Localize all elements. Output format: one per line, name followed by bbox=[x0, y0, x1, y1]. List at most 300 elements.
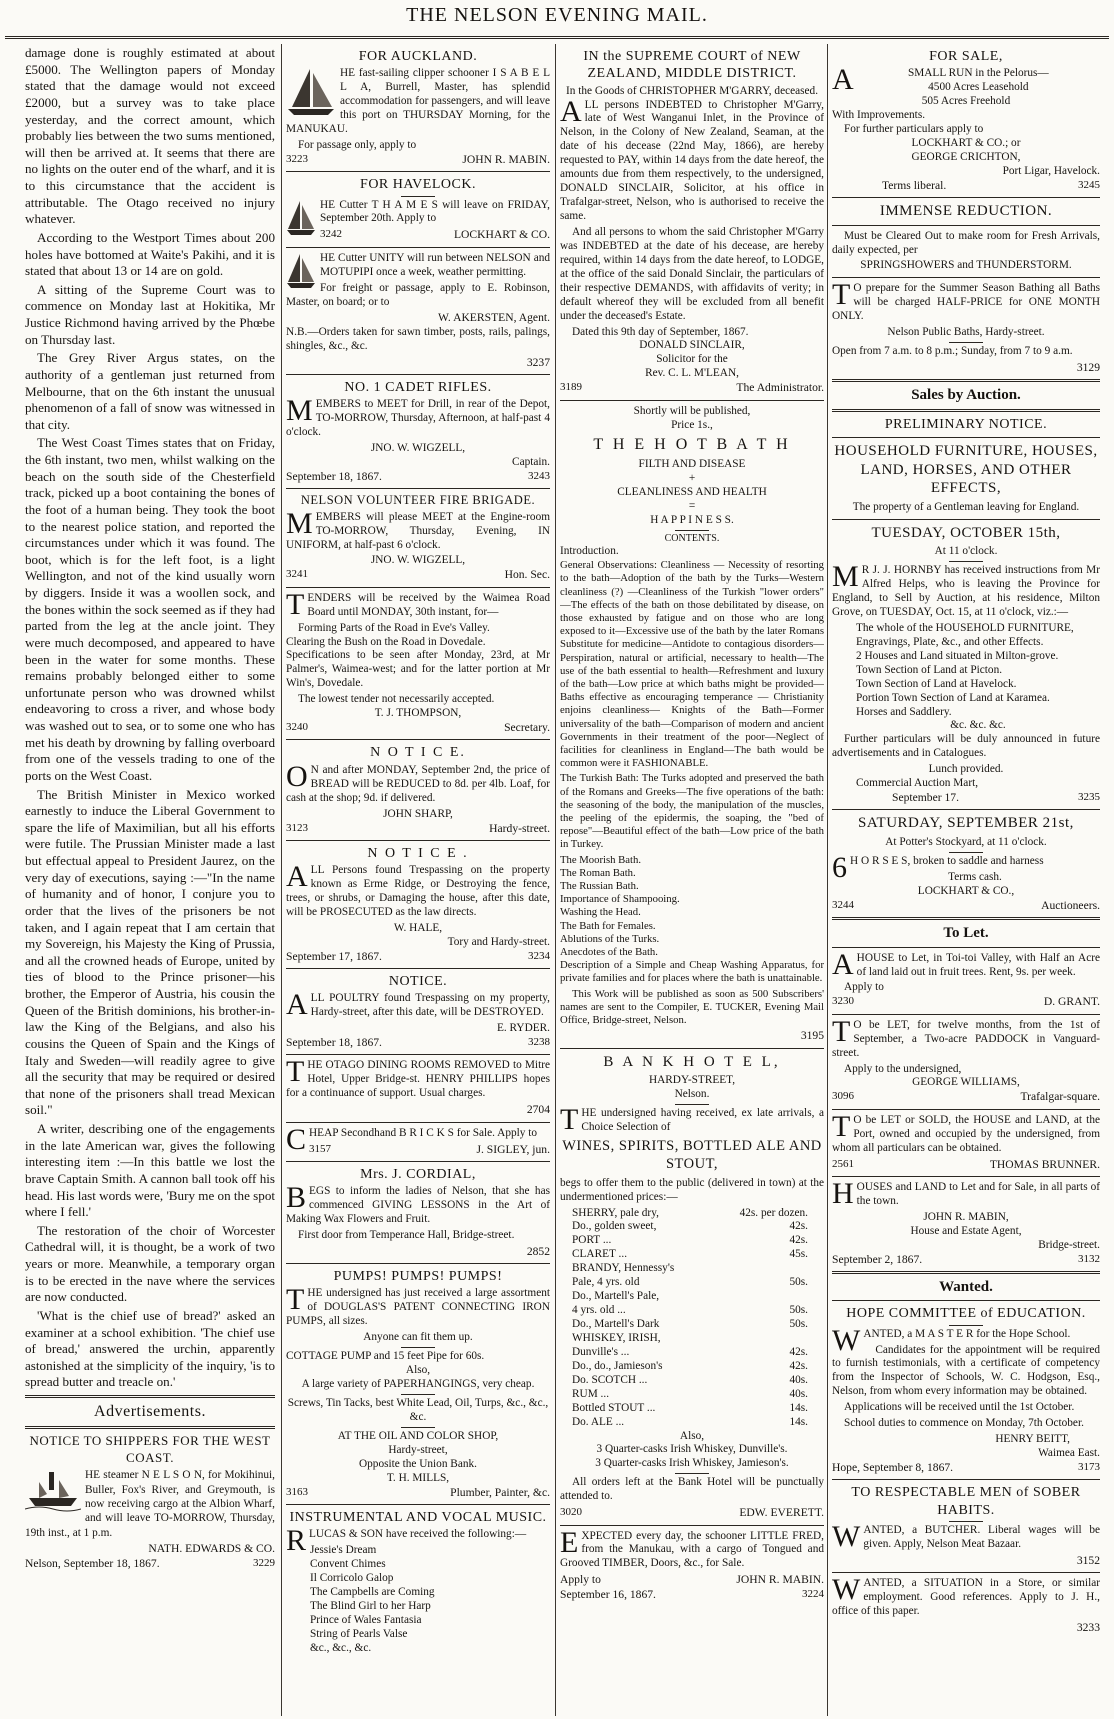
ad-title: N O T I C E. bbox=[370, 745, 466, 761]
ad-body: HE OTAGO DINING ROOMS REMOVED to Mitre Hotel, Upper Bridge-st. HENRY PHILLIPS hopes for a continuance of support. Usual charges. bbox=[286, 1059, 550, 1100]
price-value: 42s. bbox=[789, 1345, 808, 1358]
divider bbox=[286, 1161, 550, 1162]
divider bbox=[949, 852, 983, 853]
price-item: Do. SCOTCH ... bbox=[572, 1373, 648, 1386]
list-item: Town Section of Land at Picton. bbox=[856, 663, 1003, 676]
list-item: String of Pearls Valse bbox=[310, 1627, 408, 1640]
ad-signature: EDW. EVERETT. bbox=[739, 1506, 824, 1520]
price-item: WHISKEY, IRISH, bbox=[572, 1331, 661, 1344]
ad-signature: LOCKHART & CO., bbox=[917, 884, 1015, 897]
price-value: 42s. per dozen. bbox=[739, 1206, 808, 1219]
divider bbox=[675, 530, 709, 531]
ad-line: Anyone can fit them up. bbox=[363, 1331, 473, 1344]
price-row bbox=[572, 1234, 824, 1248]
ad-line: COTTAGE PUMP and 15 feet Pipe for 60s. bbox=[286, 1350, 485, 1363]
divider bbox=[832, 1014, 1100, 1015]
divider bbox=[832, 1572, 1100, 1573]
drop-cap: T bbox=[832, 278, 851, 312]
ad-role: House and Estate Agent, bbox=[910, 1224, 1022, 1237]
ad-footer bbox=[832, 1461, 1100, 1475]
ad-date: September 18, 1867. bbox=[286, 469, 382, 483]
drop-cap: A bbox=[286, 860, 308, 894]
drop-cap: H bbox=[832, 1176, 854, 1210]
ad-body: ANTED, a M A S T E R for the Hope School. bbox=[863, 1327, 1071, 1340]
list-item: Washing the Head. bbox=[560, 906, 641, 919]
ad-title: NOTICE. bbox=[388, 974, 448, 990]
list-item: The Roman Bath. bbox=[560, 866, 636, 879]
divider bbox=[286, 488, 550, 489]
divider bbox=[401, 1427, 435, 1428]
ad-line: FILTH AND DISEASE bbox=[638, 458, 746, 471]
ad-number: 2704 bbox=[526, 1103, 550, 1117]
ad-number: 3235 bbox=[1078, 791, 1100, 804]
ad-footer bbox=[25, 1557, 275, 1572]
divider bbox=[832, 1176, 1100, 1177]
ad-body: Further particulars will be duly announced in future advertisements and in Catalogues. bbox=[832, 733, 1100, 760]
price-row bbox=[572, 1374, 824, 1388]
divider bbox=[401, 1347, 435, 1348]
list-item: Jessie's Dream bbox=[310, 1544, 377, 1557]
divider bbox=[832, 1271, 1100, 1274]
ad-number: 3229 bbox=[253, 1556, 275, 1569]
ad-body: N and after MONDAY, September 2nd, the price of BREAD will be REDUCED to 8d. per 4lb. Loaf, for cash at the shop; 9d. if delivered. bbox=[286, 763, 550, 804]
ad-footer bbox=[832, 791, 1100, 805]
ad-line: SPRINGSHOWERS and THUNDERSTORM. bbox=[860, 259, 1072, 272]
ad-address: Tory and Hardy-street. bbox=[447, 935, 550, 948]
ad-role: Solicitor for the bbox=[656, 353, 728, 366]
price-value: 40s. bbox=[789, 1387, 808, 1400]
ad-line: Opposite the Union Bank. bbox=[359, 1457, 477, 1470]
ad-line: Specifications to be seen after Monday, 23rd, at Mr Palmer's, Waimea-west; and for the latter portion at Mr Win's, Dovedale. bbox=[286, 649, 550, 690]
ad-number: 3195 bbox=[800, 1029, 824, 1043]
list-item: Horses and Saddlery. bbox=[856, 705, 952, 718]
ad-line: Forming Parts of the Road in Eve's Valley. bbox=[298, 621, 490, 634]
column-divider bbox=[827, 44, 828, 1716]
ad-title: PUMPS! PUMPS! PUMPS! bbox=[333, 1269, 503, 1285]
ad-signature: HENRY BEITT, bbox=[995, 1433, 1070, 1446]
divider bbox=[286, 171, 550, 172]
ad-body: ANTED, a SITUATION in a Store, or similar employment. Good references. Apply to J. H., office of this paper. bbox=[832, 1577, 1100, 1617]
divider bbox=[286, 840, 550, 841]
drop-cap: T bbox=[832, 1014, 851, 1048]
cutter-icon bbox=[286, 252, 316, 290]
divider bbox=[286, 587, 550, 588]
ad-number: 2852 bbox=[526, 1244, 550, 1258]
section-heading: Sales by Auction. bbox=[911, 387, 1021, 404]
list-item: &c. &c. &c. bbox=[950, 719, 1006, 732]
list-item: The Bath for Females. bbox=[560, 919, 656, 932]
divider bbox=[286, 247, 550, 248]
masthead: THE NELSON EVENING MAIL. bbox=[406, 4, 708, 26]
steamer-icon bbox=[25, 1468, 81, 1512]
ad-body: EGS to inform the ladies of Nelson, that she has commenced GIVING LESSONS in the Art of Making Wax Flowers and Fruit. bbox=[286, 1185, 550, 1225]
ad-number: 2561 bbox=[832, 1157, 854, 1170]
price-value: 50s. bbox=[789, 1276, 808, 1289]
ad-role: The Administrator. bbox=[736, 381, 824, 395]
ad-body: O be LET or SOLD, the HOUSE and LAND, at the Port, owned and occupied by the undersigned, from whom all particulars can be obtained. bbox=[832, 1113, 1100, 1154]
ad-number: 3173 bbox=[1078, 1461, 1100, 1474]
auction-list bbox=[832, 622, 1100, 734]
drop-cap: T bbox=[560, 1102, 579, 1136]
ad-signature: LOCKHART & CO. bbox=[453, 228, 550, 242]
price-row bbox=[572, 1276, 824, 1290]
divider bbox=[832, 917, 1100, 920]
ad-body: Applications will be received until the 1st October. bbox=[844, 1401, 1075, 1414]
ad-line: Introduction. bbox=[560, 545, 619, 558]
divider bbox=[832, 379, 1100, 382]
ad-title: WINES, SPIRITS, BOTTLED ALE AND STOUT, bbox=[562, 1137, 822, 1172]
ad-body: General Observations: Cleanliness — Necessity of resorting to the bath—Adoption of the bath by the Turks—Western cleanliness (?) —Cleanliness of the Turkish "lower orders" —The effects of the bath on those debilitated by disease, on those exhausted by fatigue and on those who are long exposed to it—Excessive use of the bath by the later Romans Substitute for medicine—Antidote to contagious disorders—Perspiration, natural or artificial, necessary to health—The use of the bath essential to health—Refreshment and luxury of the bath—Low price at which baths might be provided—Baths effective as encouraging temperance — Christianity enjoins cleanliness— Knights of the Bath—Former universality of the bath—Comparison of modern and ancient Governments in their treatment of the poor—Neglect of facilities for cleanliness in England—The bath would be common were it FASHIONABLE. bbox=[560, 559, 824, 770]
ad-line: Terms liberal. bbox=[882, 178, 947, 192]
price-row bbox=[572, 1304, 824, 1318]
news-paragraph: The British Minister in Mexico worked earnestly to induce the Liberal Government to spare the life of Maximilian, but all his efforts were futile. The Prussian Minister made a last but effectual appeal to President Jaurez, on the very day of executions, saying :—"In the name of humanity and of honor, I conjure you to order that the lives of the prisoners be not taken, and I again repeat that I am certain that my Sovereign, his Majesty the King of Prussia, and all the crowned heads of Europe, united by ties of blood to the Prince prisoner—his brother, the Emperor of Austria, his cousin the Queen of the British dominions, his brother-in-law the King of the Belgians, and also his cousins the Queen of Spain and the Kings of Italy and Sweden—will readily agree to give all the security that may be required or desired that none of the prisoners shall tread Mexican soil." bbox=[25, 786, 275, 1118]
ad-title: PRELIMINARY NOTICE. bbox=[884, 416, 1048, 432]
ad-body: All orders left at the Bank Hotel will be punctually attended to. bbox=[560, 1476, 824, 1503]
ad-body: HE undersigned has just received a large assortment of DOUGLAS'S PATENT CONNECTING IRON PUMPS, all sizes. bbox=[286, 1287, 550, 1328]
ad-signature: J. SIGLEY, jun. bbox=[476, 1142, 550, 1156]
ad-signature: NATH. EDWARDS & CO. bbox=[148, 1542, 275, 1556]
ad-number: 3157 bbox=[309, 1142, 332, 1155]
section-heading: To Let. bbox=[943, 925, 989, 942]
divider bbox=[286, 1054, 550, 1055]
price-item: Do., Martell's Dark bbox=[572, 1318, 660, 1331]
price-row bbox=[572, 1248, 824, 1262]
column-ads-4 bbox=[832, 45, 1100, 1713]
ad-line: Shortly will be published, bbox=[633, 404, 751, 417]
ad-line: Also, bbox=[679, 1429, 705, 1442]
divider bbox=[832, 225, 1100, 226]
ad-footer bbox=[832, 899, 1100, 913]
ad-footer bbox=[832, 995, 1100, 1009]
ad-body: LL persons INDEBTED to Christopher M'Garry, late of West Wanganui Inlet, in the Province of Nelson, in the Colony of New Zealand, Seaman, at the date of his decease (22nd May, 1866), are hereby requested to PAY, within 14 days from the date hereof, the amounts due from them respectively, to the undersigned, DONALD SINCLAIR, Solicitor, at his office in Trafalgar-street, Nelson, who is authorised to receive the same. bbox=[560, 98, 824, 222]
drop-cap: M bbox=[286, 394, 313, 428]
divider bbox=[25, 1426, 275, 1429]
advertisements-heading: Advertisements. bbox=[94, 1403, 206, 1420]
ad-title: IMMENSE REDUCTION. bbox=[879, 203, 1053, 220]
ad-title: N O T I C E . bbox=[367, 845, 469, 861]
drop-cap: W bbox=[832, 1573, 861, 1607]
price-list bbox=[560, 1207, 824, 1430]
divider bbox=[286, 968, 550, 969]
price-row bbox=[572, 1388, 824, 1402]
news-paragraph: According to the Westport Times about 200 holes have bottomed at Waite's Pakihi, and it is stated that about 13 or 14 are on gold. bbox=[25, 229, 275, 279]
ad-footer bbox=[286, 950, 550, 964]
ad-signature: DONALD SINCLAIR, bbox=[639, 339, 745, 352]
divider bbox=[832, 437, 1100, 438]
ad-footer bbox=[286, 1486, 550, 1500]
ad-date: Nelson, September 18, 1867. bbox=[25, 1556, 160, 1570]
ad-footer bbox=[560, 1573, 824, 1587]
divider bbox=[832, 277, 1100, 278]
price-row bbox=[572, 1416, 824, 1430]
divider bbox=[560, 400, 824, 401]
drop-cap: T bbox=[286, 587, 305, 621]
price-row bbox=[572, 1346, 824, 1360]
price-row bbox=[572, 1290, 824, 1304]
list-item: 2 Houses and Land situated in Milton-grove. bbox=[856, 649, 1059, 662]
news-paragraph: The restoration of the choir of Worcester Cathedral will, it is thought, be a work of two years or more. Meanwhile, a temporary organ is to be erected in the nave where the services are now conducted. bbox=[25, 1222, 275, 1305]
list-item: Il Corricolo Galop bbox=[310, 1572, 394, 1585]
ad-title: TO RESPECTABLE MEN of SOBER HABITS. bbox=[851, 1485, 1081, 1518]
divider bbox=[832, 1109, 1100, 1110]
drop-cap: W bbox=[832, 1519, 861, 1553]
divider bbox=[286, 1263, 550, 1264]
divider bbox=[832, 519, 1100, 520]
ad-footer bbox=[320, 228, 550, 242]
ad-body: OUSES and LAND to Let and for Sale, in all parts of the town. bbox=[856, 1180, 1100, 1207]
ad-body: EMBERS will please MEET at the Engine-room TO-MORROW, Thursday, Evening, IN UNIFORM, at half-past 6 o'clock. bbox=[286, 510, 550, 551]
price-item: Do., Martell's Pale, bbox=[572, 1290, 660, 1303]
price-item: SHERRY, pale dry, bbox=[572, 1206, 659, 1219]
divider bbox=[401, 1394, 435, 1395]
price-item: PORT ... bbox=[572, 1234, 612, 1247]
list-item: Portion Town Section of Land at Karamea. bbox=[856, 691, 1050, 704]
price-value: 42s. bbox=[789, 1234, 808, 1247]
list-item: Ablutions of the Turks. bbox=[560, 932, 660, 945]
ad-number: 3233 bbox=[1076, 1620, 1100, 1634]
ad-title: NO. 1 CADET RIFLES. bbox=[344, 379, 492, 395]
ad-line: Apply to bbox=[560, 1573, 601, 1587]
ad-line: Terms cash. bbox=[948, 870, 1002, 883]
ad-number: 3230 bbox=[832, 995, 854, 1008]
drop-cap: W bbox=[832, 1323, 861, 1357]
ad-signature: JOHN R. MABIN. bbox=[736, 1573, 824, 1587]
ad-body: The Turkish Bath: The Turks adopted and preserved the bath of the Romans and Greeks—The five operations of the bath: the seasoning of the body, the manipulation of the muscles, the peeling of the epidermis, the soaping, the "bed of repose"—Beautiful effect of the bath—Low price of the bath in Turkey. bbox=[560, 772, 824, 851]
ad-note: N.B.—Orders taken for sawn timber, posts, rails, palings, shingles, &c., &c. bbox=[286, 325, 550, 352]
list-item: Prince of Wales Fantasia bbox=[310, 1613, 422, 1626]
ad-body: H O R S E S, broken to saddle and harness bbox=[850, 854, 1044, 867]
ad-body: LL POULTRY found Trespassing on my property, Hardy-street, after this date, will be DESTROYED. bbox=[310, 992, 550, 1019]
ad-body: ENDERS will be received by the Waimea Road Board until MONDAY, 30th instant, for— bbox=[307, 591, 550, 618]
ad-title: HOUSEHOLD FURNITURE, HOUSES, LAND, HORSES, AND OTHER EFFECTS, bbox=[834, 443, 1098, 497]
ad-number: 3224 bbox=[802, 1587, 824, 1600]
ad-body: R J. J. HORNBY has received instructions from Mr Alfred Helps, who is leaving the Province for England, to Sell by Auction, at his residence, Milton Grove, on TUESDAY, Oct. 15, at 11 o'clock, viz.:— bbox=[832, 564, 1100, 618]
ad-signature: LOCKHART & CO.; or bbox=[911, 136, 1021, 149]
column-ads-2 bbox=[286, 45, 550, 1713]
ad-footer bbox=[832, 179, 1100, 193]
ad-number: 3242 bbox=[320, 228, 342, 241]
drop-cap: E bbox=[560, 1525, 579, 1559]
drop-cap: T bbox=[286, 1283, 305, 1317]
price-item: Do., do., Jamieson's bbox=[572, 1359, 663, 1372]
ad-line: Apply to the undersigned, bbox=[844, 1062, 962, 1075]
price-row bbox=[572, 1332, 824, 1346]
ad-number: 3223 bbox=[286, 152, 308, 165]
ad-footer bbox=[286, 153, 550, 167]
ad-line: H A P P I N E S S. bbox=[650, 513, 734, 526]
ad-number: 3243 bbox=[528, 469, 550, 482]
ad-signature: JOHN R. MABIN. bbox=[462, 152, 550, 166]
ad-number: 3123 bbox=[286, 821, 308, 834]
ad-trade: Plumber, Painter, &c. bbox=[450, 1485, 550, 1499]
divider bbox=[25, 1395, 275, 1398]
divider bbox=[949, 1521, 983, 1522]
ad-number: 3245 bbox=[1078, 178, 1100, 191]
ad-body: HE undersigned having received, ex late arrivals, a Choice Selection of bbox=[581, 1106, 824, 1133]
ad-footer bbox=[286, 1036, 550, 1050]
ad-body: School duties to commence on Monday, 7th October. bbox=[844, 1417, 1084, 1430]
ad-title: FOR AUCKLAND. bbox=[358, 49, 478, 64]
column-ads-3 bbox=[560, 45, 824, 1713]
news-paragraph: The Grey River Argus states, on the authority of a gentleman just returned from Melbourne, that on the 6th instant the unusual phenomenon of a fall of snow was witnessed in that city. bbox=[25, 350, 275, 432]
ad-number: 3132 bbox=[1078, 1252, 1100, 1265]
ad-line: 505 Acres Freehold bbox=[921, 95, 1011, 108]
ad-line: CLEANLINESS AND HEALTH bbox=[617, 486, 767, 499]
ad-line: For freight or passage, apply to E. Robinson, Master, on board; or to bbox=[286, 281, 550, 308]
ad-line: Apply to bbox=[844, 981, 884, 994]
ad-line: A large variety of PAPERHANGINGS, very cheap. bbox=[301, 1378, 535, 1391]
price-value: 40s. bbox=[789, 1373, 808, 1386]
price-item: 4 yrs. old ... bbox=[572, 1304, 626, 1317]
price-row bbox=[572, 1262, 824, 1276]
divider bbox=[560, 1525, 824, 1526]
ad-footer bbox=[560, 1588, 824, 1602]
ad-number: 3234 bbox=[528, 949, 550, 962]
ad-subtitle: In the Goods of CHRISTOPHER M'GARRY, deceased. bbox=[565, 84, 819, 97]
price-value: 42s. bbox=[789, 1220, 808, 1233]
ad-body: HEAP Secondhand B R I C K S for Sale. Apply to bbox=[309, 1126, 538, 1139]
ad-number: 3238 bbox=[528, 1036, 550, 1049]
ad-number: 3163 bbox=[286, 1485, 308, 1498]
price-item: BRANDY, Hennessy's bbox=[572, 1262, 675, 1275]
ad-body: O prepare for the Summer Season Bathing all Baths will be charged HALF-PRICE for ONE MONTH ONLY. bbox=[832, 282, 1100, 323]
ad-signature: JNO. W. WIGZELL, bbox=[370, 442, 466, 455]
divider bbox=[286, 374, 550, 375]
ad-line: + bbox=[688, 472, 696, 485]
ad-footer bbox=[286, 822, 550, 836]
ad-body: This Work will be published as soon as 500 Subscribers' names are sent to the Compiler, E. TUCKER, Evening Mail Office, Bridge-street, Nelson. bbox=[560, 987, 824, 1027]
ad-line: The property of a Gentleman leaving for England. bbox=[852, 500, 1080, 513]
divider bbox=[949, 561, 983, 562]
ad-title: FOR SALE, bbox=[929, 49, 1003, 64]
ad-rank: Hon. Sec. bbox=[504, 568, 550, 582]
ad-line: Commercial Auction Mart, bbox=[856, 777, 979, 790]
ad-line: For further particulars apply to bbox=[844, 123, 984, 136]
ad-rank: Captain. bbox=[512, 455, 550, 468]
ad-line: At 11 o'clock. bbox=[934, 545, 998, 558]
ad-date: September 17, 1867. bbox=[286, 949, 382, 963]
ad-number: 3096 bbox=[832, 1090, 854, 1103]
ad-title: B A N K H O T E L, bbox=[603, 1053, 781, 1070]
list-item: The Moorish Bath. bbox=[560, 853, 642, 866]
ad-number: 3129 bbox=[1076, 361, 1100, 375]
list-item: Anecdotes of the Bath. bbox=[560, 946, 658, 959]
column-divider bbox=[281, 44, 282, 1716]
divider bbox=[832, 1300, 1100, 1301]
divider bbox=[832, 409, 1100, 412]
ad-line: Lunch provided. bbox=[928, 763, 1004, 776]
ad-line: 4500 Acres Leasehold bbox=[928, 81, 1029, 94]
schooner-icon bbox=[286, 67, 336, 119]
price-value: 50s. bbox=[789, 1318, 808, 1331]
news-paragraph: 'What is the chief use of bread?' asked an examiner at a school exhibition. 'The chief use of bread,' answered the urchin, apparently astonished at the simplicity of the inquiry, 'is to spread butter and treacle on.' bbox=[25, 1307, 275, 1390]
drop-cap: T bbox=[286, 1055, 305, 1089]
ad-body: Description of a Simple and Cheap Washing Apparatus, for private families and for places where the bath is unattainable. bbox=[560, 959, 824, 985]
divider bbox=[675, 1473, 709, 1474]
drop-cap: A bbox=[832, 947, 854, 981]
ad-number: 3189 bbox=[560, 381, 582, 394]
ad-signature: GEORGE WILLIAMS, bbox=[912, 1076, 1020, 1089]
ad-title: INSTRUMENTAL AND VOCAL MUSIC. bbox=[289, 1509, 547, 1525]
divider bbox=[560, 1048, 824, 1049]
list-item: The Campbells are Coming bbox=[310, 1585, 435, 1598]
ad-address: Trafalgar-square. bbox=[1020, 1090, 1100, 1104]
price-value: 50s. bbox=[789, 1304, 808, 1317]
price-item: Dunville's ... bbox=[572, 1345, 630, 1358]
ad-body: HE Cutter T H A M E S will leave on FRIDAY, September 20th. Apply to bbox=[320, 198, 550, 225]
ad-number: 3237 bbox=[526, 355, 550, 369]
ad-date: September 17. bbox=[892, 791, 959, 805]
list-item: &c., &c., &c. bbox=[310, 1641, 372, 1654]
ad-body: begs to offer them to the public (delivered in town) at the undermentioned prices:— bbox=[560, 1176, 824, 1203]
ad-number: 3240 bbox=[286, 721, 308, 734]
ad-title: TUESDAY, OCTOBER 15th, bbox=[871, 524, 1061, 541]
ad-date: Dated this 9th day of September, 1867. bbox=[572, 325, 749, 338]
ad-line: At Potter's Stockyard, at 11 o'clock. bbox=[885, 835, 1047, 848]
ad-body: HE Cutter UNITY will run between NELSON and MOTUPIPI once a week, weather permitting. bbox=[320, 251, 550, 278]
drop-cap: A bbox=[560, 94, 582, 128]
ad-title: IN the SUPREME COURT of NEW ZEALAND, MIDDLE DISTRICT. bbox=[583, 49, 801, 82]
ad-line: AT THE OIL AND COLOR SHOP, bbox=[337, 1429, 499, 1442]
list-item: Convent Chimes bbox=[310, 1558, 386, 1571]
ad-body: LUCAS & SON have received the following:— bbox=[309, 1528, 527, 1541]
ad-number: 3241 bbox=[286, 568, 308, 581]
masthead-rule bbox=[5, 36, 1109, 39]
ad-body: HE fast-sailing clipper schooner I S A B E L L A, Burrell, Master, has splendid accommodation for passengers, and will leave this port on THURSDAY Morning, for the MANUKAU. bbox=[286, 67, 550, 136]
divider bbox=[949, 1325, 983, 1326]
ad-signature: T. J. THOMPSON, bbox=[374, 707, 462, 720]
section-heading: Wanted. bbox=[939, 1278, 993, 1295]
news-paragraph: The West Coast Times states that on Friday, the 6th instant, two men, whilst walking on the beach on the south side of the Chesterfield track, picked up a boot containing the bones of the foot of a human being. They took the boot to the nearest police station, and reported the circumstances under which it was found. The boot, which is for the left foot, is a light Wellington, and not of the kind usually worn by diggers. Inside it was a woollen sock, and the bones within the sock seemed as if they had parted from the leg at the ancle joint. They were much decomposed, and appeared to have been in the water for some months. These remains probably belonged either to some unfortunate person who was drowned whilst endeavoring to cross a river, and whose body was washed out to sea, or to some one who has met his death by drowning by falling overboard from one of the vessels trading to one of the ports on the West Coast. bbox=[25, 435, 275, 783]
ad-line: Also, bbox=[405, 1364, 431, 1377]
ad-body: Candidates for the appointment will be required to furnish testimonials, with a certificate of competency from the Inspector of Schools, W. C. Hodgson, Esq., Nelson, from whom every information may be obtained. bbox=[832, 1343, 1100, 1398]
ad-signature: GEORGE CRICHTON, bbox=[911, 150, 1021, 163]
divider bbox=[832, 809, 1100, 810]
ad-line: The lowest tender not necessarily accepted. bbox=[298, 693, 495, 706]
ad-line: First door from Temperance Hall, Bridge-street. bbox=[298, 1228, 515, 1241]
drop-cap: A bbox=[286, 988, 308, 1022]
ad-footer bbox=[832, 1158, 1100, 1172]
list-item: The Russian Bath. bbox=[560, 880, 639, 893]
ad-footer bbox=[832, 1090, 1100, 1104]
ad-body: EMBERS to MEET for Drill, in rear of the Depot, TO-MORROW, Thursday, Afternoon, at half-past 4 o'clock. bbox=[286, 398, 550, 439]
drop-cap: T bbox=[832, 1109, 851, 1143]
divider bbox=[832, 947, 1100, 948]
ad-signature: W. AKERSTEN, Agent. bbox=[438, 311, 550, 325]
ad-number: 3152 bbox=[1076, 1553, 1100, 1567]
ad-footer bbox=[286, 470, 550, 484]
ad-footer bbox=[286, 568, 550, 582]
price-item: CLARET ... bbox=[572, 1248, 628, 1261]
ad-body: O be LET, for twelve months, from the 1st of September, a Two-acre PADDOCK in Vanguard-street. bbox=[832, 1018, 1100, 1059]
list-item: The whole of the HOUSEHOLD FURNITURE, Engravings, Plate, &c., and other Effects. bbox=[856, 621, 1074, 648]
ad-line: HARDY-STREET, bbox=[648, 1074, 736, 1087]
column-divider bbox=[555, 44, 556, 1716]
ad-body: HE steamer N E L S O N, for Mokihinui, Buller, Fox's River, and Greymouth, is now receiving cargo at the Albion Wharf, and will leave TO-MORROW, Thursday, 19th inst., at 1 p.m. bbox=[25, 1469, 275, 1539]
drop-cap: B bbox=[286, 1181, 307, 1215]
ad-title: T H E H O T B A T H bbox=[593, 436, 791, 454]
price-item: Do., golden sweet, bbox=[572, 1220, 657, 1233]
ad-footer bbox=[560, 1506, 824, 1520]
price-row bbox=[572, 1207, 824, 1221]
ad-signature: JOHN SHARP, bbox=[383, 807, 453, 820]
list-item: Importance of Shampooing. bbox=[560, 893, 680, 906]
ad-address: Hardy-street. bbox=[489, 821, 550, 835]
ad-line: Nelson. bbox=[674, 1088, 710, 1101]
drop-cap: C bbox=[286, 1122, 307, 1156]
price-item: RUM ... bbox=[572, 1387, 610, 1400]
price-value: 45s. bbox=[789, 1248, 808, 1261]
